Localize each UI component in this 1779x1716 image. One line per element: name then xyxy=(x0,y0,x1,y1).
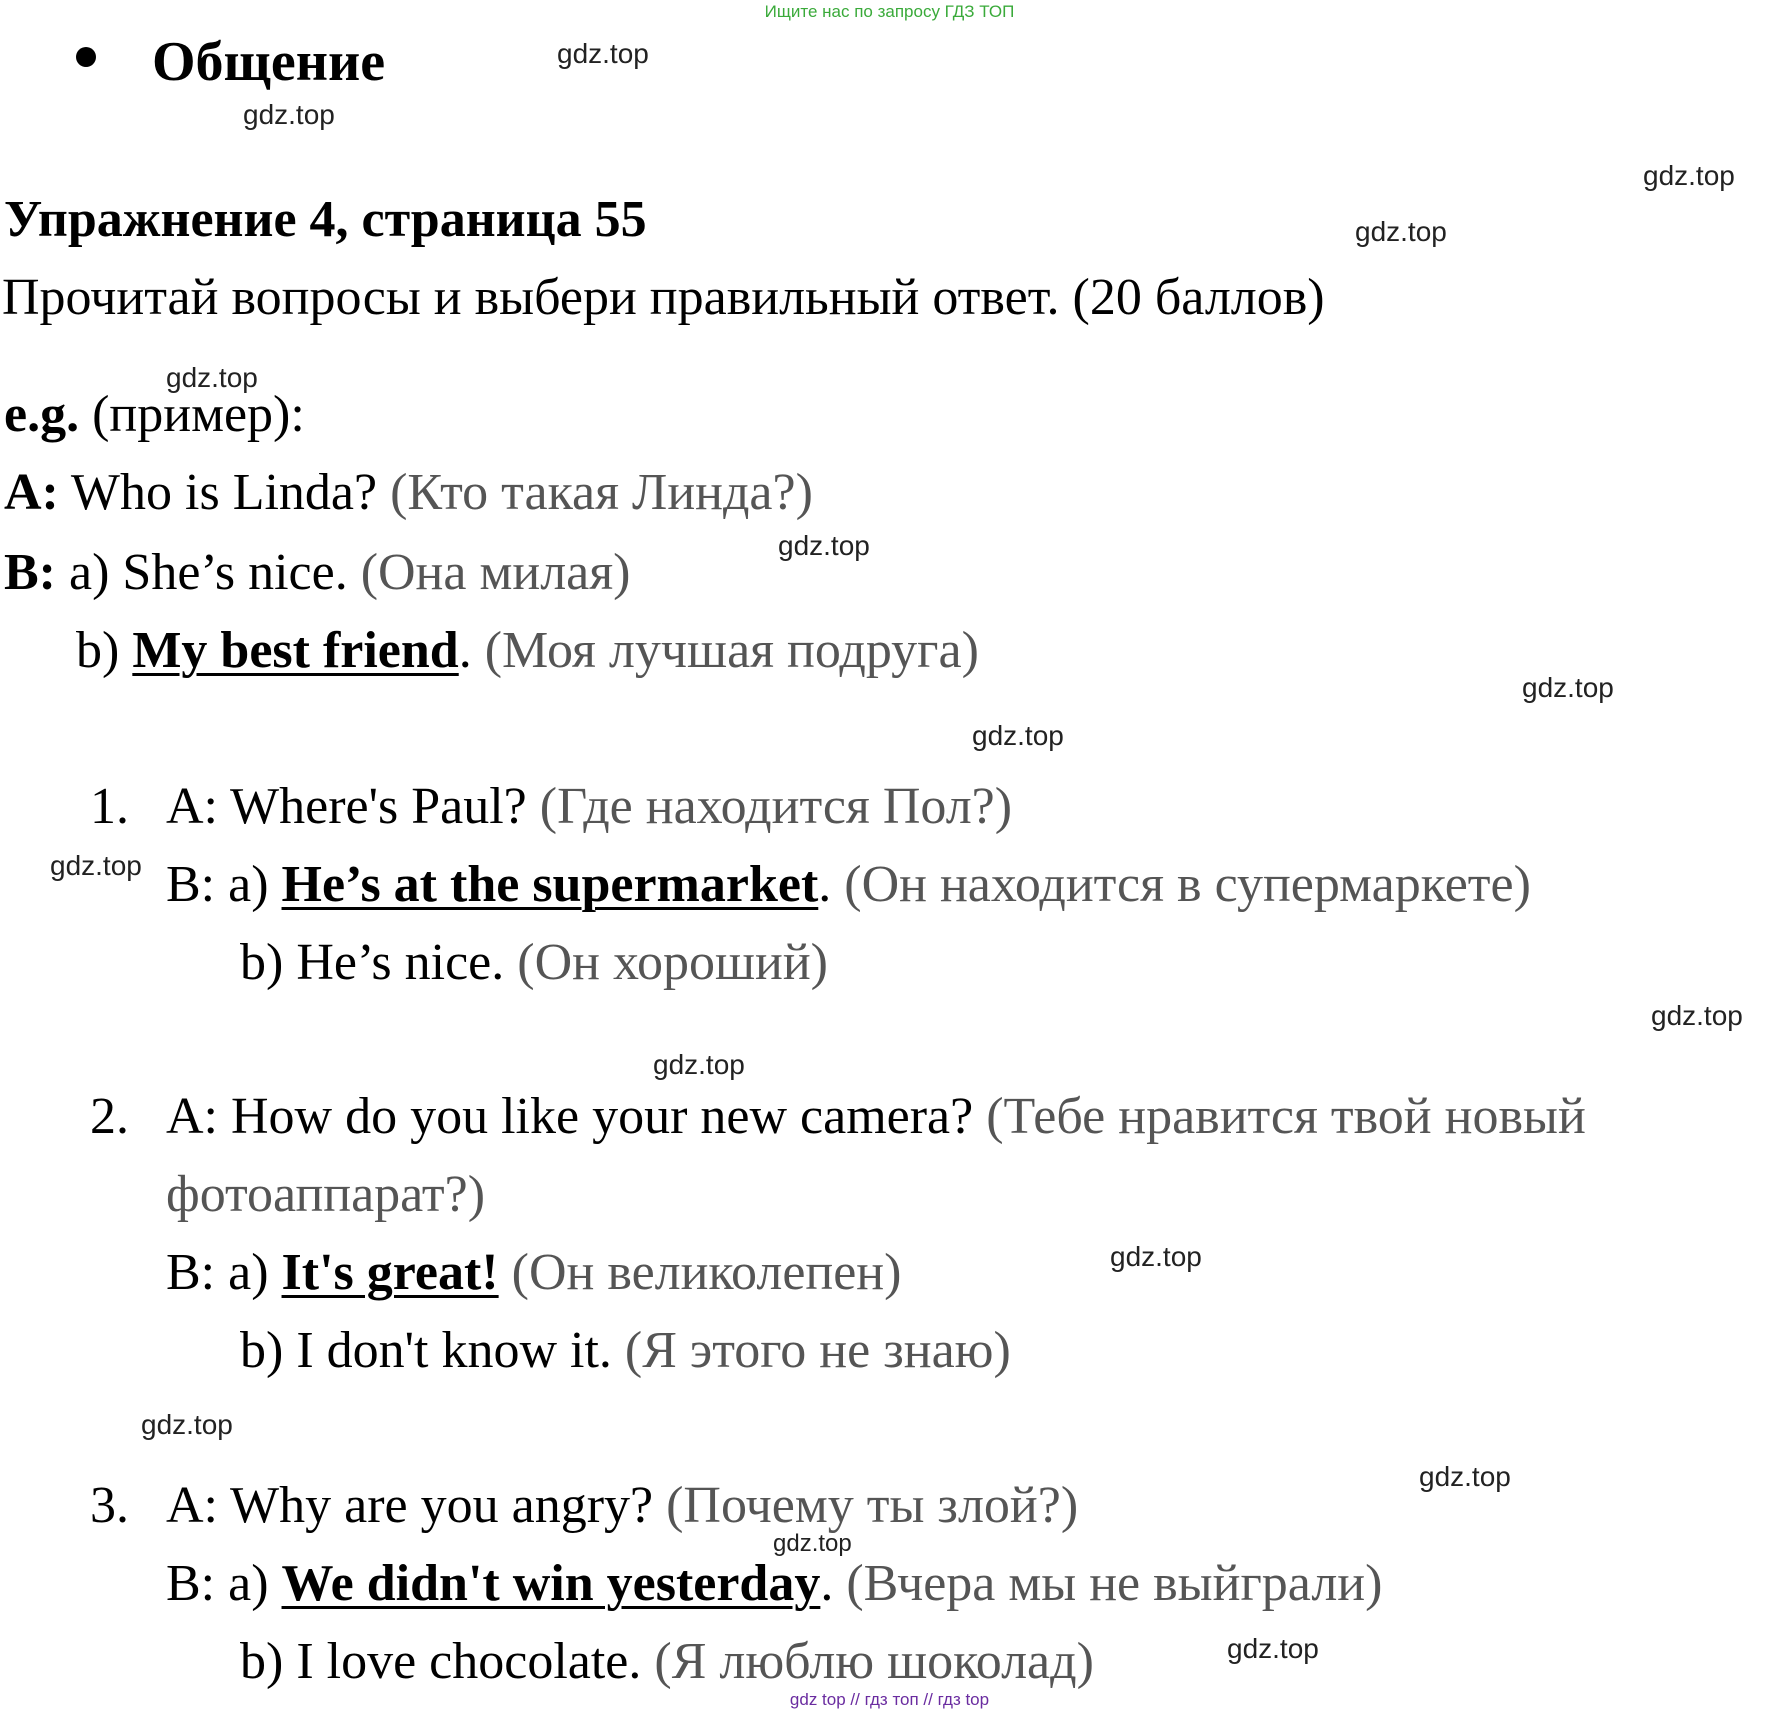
watermark: gdz.top xyxy=(1643,160,1735,191)
section-title: Общение xyxy=(152,31,386,93)
question-text xyxy=(166,1476,1078,1535)
option-a-tail: . xyxy=(820,1555,847,1612)
option-b-text: b) I don't know it. xyxy=(240,1322,625,1379)
option-a-tail: . xyxy=(818,856,845,913)
option-a-translation: (Он великолепен) xyxy=(511,1244,902,1301)
option-b xyxy=(240,1321,1011,1380)
speaker-a-label: A: xyxy=(4,464,59,521)
watermark: gdz.top xyxy=(1110,1241,1202,1272)
exercise-heading: Упражнение 4, страница 55 xyxy=(4,191,647,248)
search-banner: Ищите нас по запросу ГДЗ ТОП xyxy=(764,2,1015,21)
question-text-en: A: Where's Paul? xyxy=(166,778,540,835)
watermark: gdz.top xyxy=(166,362,258,393)
example-label-line xyxy=(4,385,305,444)
question-translation: (Тебе нравится твой новый xyxy=(986,1088,1586,1145)
example-option-b-tail: . xyxy=(458,622,485,679)
watermark: gdz.top xyxy=(557,38,649,69)
question-number: 1. xyxy=(90,778,129,835)
option-b xyxy=(240,933,828,992)
correct-answer: It's great! xyxy=(281,1244,499,1301)
question-translation: (Почему ты злой?) xyxy=(666,1477,1079,1534)
example-option-b-translation: (Моя лучшая подруга) xyxy=(484,622,979,679)
option-a-translation: (Он находится в супермаркете) xyxy=(844,856,1531,913)
option-a-translation: (Вчера мы не выйграли) xyxy=(846,1555,1383,1612)
question-text xyxy=(166,1087,1586,1146)
option-a-prefix: B: a) xyxy=(166,856,282,913)
watermark: gdz.top xyxy=(1651,1000,1743,1031)
watermark: gdz.top xyxy=(778,530,870,561)
question-text-en: A: Why are you angry? xyxy=(166,1477,667,1534)
example-option-b xyxy=(76,621,979,680)
watermark: gdz.top xyxy=(972,720,1064,751)
question-text-en: A: How do you like your new camera? xyxy=(166,1088,987,1145)
example-correct-answer: My best friend xyxy=(132,622,459,679)
watermark: gdz.top xyxy=(1227,1633,1319,1664)
question-text xyxy=(166,777,1012,836)
watermark: gdz.top xyxy=(1419,1461,1511,1492)
question-translation-cont: фотоаппарат?) xyxy=(166,1166,486,1223)
example-label-translation: (пример): xyxy=(79,386,305,443)
watermark: gdz.top xyxy=(1355,216,1447,247)
watermark: gdz.top xyxy=(1522,672,1614,703)
example-option-a-translation: (Она милая) xyxy=(360,544,631,601)
example-label: e.g. xyxy=(4,386,80,443)
correct-answer: He’s at the supermarket xyxy=(281,856,819,913)
option-a-prefix: B: a) xyxy=(166,1555,282,1612)
example-question-text: Who is Linda? xyxy=(58,464,391,521)
option-a-prefix: B: a) xyxy=(166,1244,282,1301)
option-b-text: b) He’s nice. xyxy=(240,934,518,991)
option-a xyxy=(166,855,1531,914)
watermark: gdz.top xyxy=(653,1049,745,1080)
correct-answer: We didn't win yesterday xyxy=(281,1555,821,1612)
example-question xyxy=(4,463,813,522)
option-b-text: b) I love chocolate. xyxy=(240,1633,655,1690)
bullet-icon xyxy=(76,47,96,67)
question-number: 2. xyxy=(90,1088,129,1145)
option-a-tail xyxy=(499,1244,512,1301)
option-b-translation: (Он хороший) xyxy=(517,934,828,991)
example-option-b-prefix: b) xyxy=(76,622,133,679)
footer-watermark: gdz top // гдз топ // гдз top xyxy=(789,1690,990,1709)
option-b-translation: (Я люблю шоколад) xyxy=(654,1633,1094,1690)
option-b xyxy=(240,1632,1094,1691)
watermark: gdz.top xyxy=(50,850,142,881)
speaker-b-label: B: xyxy=(4,544,56,601)
option-a xyxy=(166,1554,1382,1613)
instruction: Прочитай вопросы и выбери правильный ответ. (20 баллов) xyxy=(2,269,1325,326)
question-translation: (Где находится Пол?) xyxy=(539,778,1013,835)
watermark: gdz.top xyxy=(243,99,335,130)
option-b-translation: (Я этого не знаю) xyxy=(624,1322,1011,1379)
question-number: 3. xyxy=(90,1477,129,1534)
option-a xyxy=(166,1243,901,1302)
example-question-translation: (Кто такая Линда?) xyxy=(390,464,813,521)
example-option-a-text: a) She’s nice. xyxy=(56,544,361,601)
watermark: gdz.top xyxy=(773,1530,852,1557)
example-option-a xyxy=(4,543,630,602)
watermark: gdz.top xyxy=(141,1409,233,1440)
